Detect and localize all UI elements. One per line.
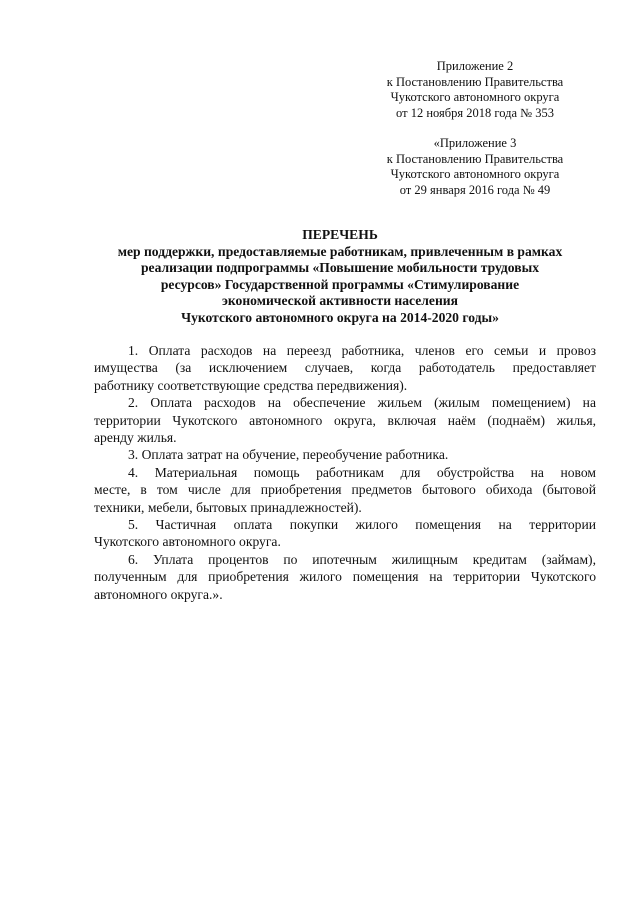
list-item-6 [94,551,596,603]
annex-3-region: Чукотского автономного округа [390,167,560,182]
list-item-line: 3. Оплата затрат на обучение, переобучение работника. [128,447,449,463]
annex-2-title: Приложение 2 [436,59,514,73]
annex-2-resolution: к Постановлению Правительства [386,74,564,89]
list-item-line: 1. Оплата расходов на переезд работника, членов его семьи и провоз [128,343,596,358]
title-line: экономической активности населения [222,293,458,309]
annex-3-title: «Приложение 3 [433,136,517,150]
list-item-line: 6. Уплата процентов по ипотечным жилищным кредитам (займам), [128,551,596,567]
annex-2-reference [360,59,590,121]
title-line: реализации подпрограммы «Повышение мобильности трудовых [140,260,540,276]
list-item-line: автономного округа.». [94,586,223,602]
title-line: Чукотского автономного округа на 2014-2020 годы» [181,309,499,325]
list-item-line: месте, в том числе для приобретения предметов бытового обихода (бытовой [94,482,596,498]
title-line: ресурсов» Государственной программы «Стимулирование [160,276,520,292]
list-item-line: имущества (за исключением случаев, когда работодатель предоставляет [94,360,596,376]
list-item-3 [94,446,596,463]
annex-3-resolution: к Постановлению Правительства [386,151,564,166]
list-item-line: 4. Материальная помощь работникам для обустройства на новом [128,464,596,480]
annex-2-region: Чукотского автономного округа [390,90,560,105]
measures-list [94,342,596,603]
list-item-line: полученным для приобретения жилого помещения на территории Чукотского [94,569,596,585]
title-line: мер поддержки, предоставляемые работникам, привлеченным в рамках [117,243,563,259]
list-item-5 [94,516,596,551]
list-item-line: территории Чукотского автономного округа, включая наём (поднаём) жилья, [94,412,596,428]
list-item-4 [94,464,596,516]
list-item-line: Чукотского автономного округа. [94,534,281,550]
document-title [70,227,610,327]
list-item-2 [94,394,596,446]
list-item-1 [94,342,596,394]
list-item-line: 5. Частичная оплата покупки жилого помещения на территории [128,517,596,533]
list-item-line: работнику соответствующие средства передвижения). [94,377,408,393]
annex-3-date: от 29 января 2016 года № 49 [399,182,551,197]
list-item-line: аренду жилья. [94,430,177,446]
annex-2-date: от 12 ноября 2018 года № 353 [396,105,554,120]
list-item-line: техники, мебели, бытовых принадлежностей). [94,499,362,515]
annex-3-reference [360,136,590,198]
title-heading: ПЕРЕЧЕНЬ [302,227,378,242]
list-item-line: 2. Оплата расходов на обеспечение жильем (жилым помещением) на [128,395,596,411]
